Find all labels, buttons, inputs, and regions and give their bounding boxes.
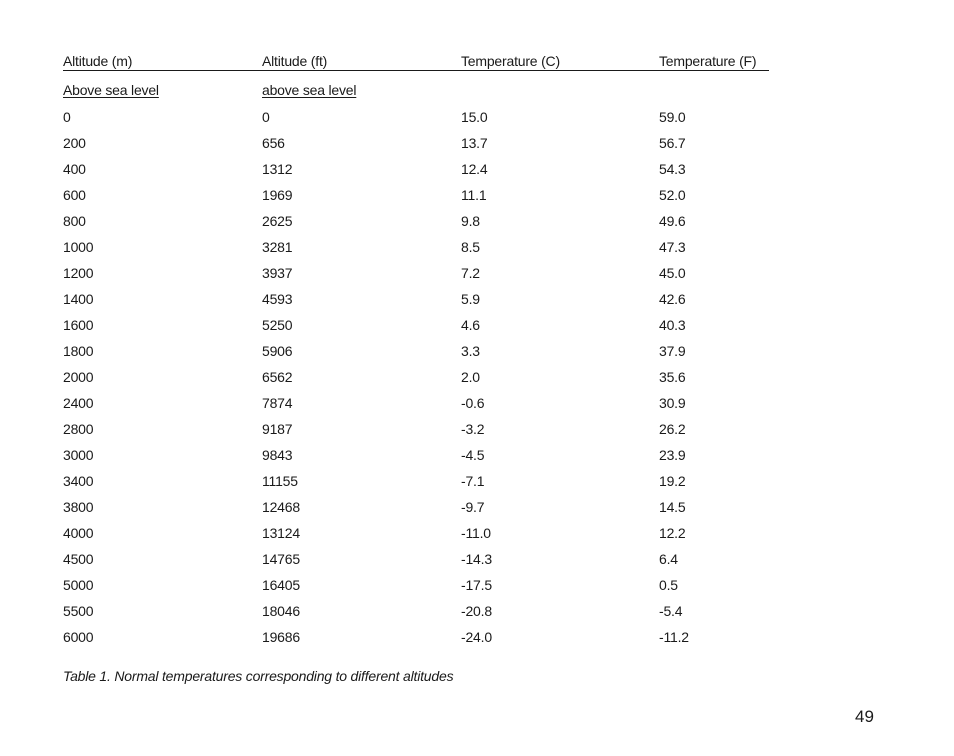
altitude-m-cell: 2800 — [63, 421, 94, 437]
altitude-m-cell: 5500 — [63, 603, 94, 619]
altitude-ft-cell: 9843 — [262, 447, 293, 463]
table-row — [0, 420, 954, 446]
altitude-ft-cell: 5250 — [262, 317, 293, 333]
altitude-m-cell: 3800 — [63, 499, 94, 515]
temperature-f-cell: -5.4 — [659, 603, 683, 619]
temperature-f-cell: 59.0 — [659, 109, 686, 125]
header-temperature-f: Temperature (F) — [659, 53, 757, 69]
temperature-f-cell: 14.5 — [659, 499, 686, 515]
temperature-f-cell: 56.7 — [659, 135, 686, 151]
altitude-ft-cell: 656 — [262, 135, 285, 151]
subheader-above-sea-level-ft: above sea level — [262, 82, 357, 98]
table-row — [0, 160, 954, 186]
temperature-f-cell: 37.9 — [659, 343, 686, 359]
temperature-c-cell: 12.4 — [461, 161, 488, 177]
table-row — [0, 290, 954, 316]
page-number: 49 — [855, 707, 874, 726]
header-temperature-c: Temperature (C) — [461, 53, 560, 69]
temperature-c-cell: -0.6 — [461, 395, 485, 411]
temperature-f-cell: 45.0 — [659, 265, 686, 281]
altitude-m-cell: 5000 — [63, 577, 94, 593]
temperature-f-cell: 6.4 — [659, 551, 678, 567]
altitude-ft-cell: 13124 — [262, 525, 300, 541]
altitude-m-cell: 0 — [63, 109, 71, 125]
altitude-ft-cell: 14765 — [262, 551, 300, 567]
table-row — [0, 576, 954, 602]
altitude-m-cell: 2400 — [63, 395, 94, 411]
altitude-m-cell: 1800 — [63, 343, 94, 359]
temperature-c-cell: 13.7 — [461, 135, 488, 151]
header-altitude-m: Altitude (m) — [63, 53, 133, 69]
altitude-m-cell: 1400 — [63, 291, 94, 307]
altitude-ft-cell: 6562 — [262, 369, 293, 385]
table-row — [0, 134, 954, 160]
temperature-f-cell: 19.2 — [659, 473, 686, 489]
temperature-f-cell: 35.6 — [659, 369, 686, 385]
temperature-f-cell: 42.6 — [659, 291, 686, 307]
temperature-c-cell: 3.3 — [461, 343, 480, 359]
altitude-ft-cell: 2625 — [262, 213, 293, 229]
table-row — [0, 602, 954, 628]
altitude-ft-cell: 5906 — [262, 343, 293, 359]
table-row — [0, 498, 954, 524]
altitude-ft-cell: 7874 — [262, 395, 293, 411]
temperature-f-cell: 23.9 — [659, 447, 686, 463]
altitude-ft-cell: 0 — [262, 109, 270, 125]
temperature-c-cell: 9.8 — [461, 213, 480, 229]
temperature-f-cell: 30.9 — [659, 395, 686, 411]
temperature-c-cell: 11.1 — [461, 187, 487, 203]
altitude-m-cell: 4000 — [63, 525, 94, 541]
altitude-m-cell: 1600 — [63, 317, 94, 333]
table-caption: Table 1. Normal temperatures corresponding to different altitudes — [63, 668, 454, 684]
temperature-c-cell: 15.0 — [461, 109, 488, 125]
temperature-c-cell: 7.2 — [461, 265, 480, 281]
altitude-m-cell: 400 — [63, 161, 86, 177]
altitude-m-cell: 600 — [63, 187, 86, 203]
temperature-c-cell: -7.1 — [461, 473, 485, 489]
table-row — [0, 108, 954, 134]
altitude-m-cell: 200 — [63, 135, 86, 151]
table-row — [0, 238, 954, 264]
temperature-c-cell: -9.7 — [461, 499, 485, 515]
altitude-m-cell: 3000 — [63, 447, 94, 463]
temperature-f-cell: 52.0 — [659, 187, 686, 203]
temperature-c-cell: -3.2 — [461, 421, 485, 437]
table-row — [0, 264, 954, 290]
temperature-c-cell: -14.3 — [461, 551, 492, 567]
altitude-m-cell: 4500 — [63, 551, 94, 567]
altitude-m-cell: 6000 — [63, 629, 94, 645]
altitude-ft-cell: 1312 — [262, 161, 293, 177]
temperature-f-cell: 12.2 — [659, 525, 686, 541]
altitude-ft-cell: 11155 — [262, 473, 298, 489]
temperature-f-cell: 54.3 — [659, 161, 686, 177]
altitude-ft-cell: 18046 — [262, 603, 300, 619]
temperature-c-cell: -20.8 — [461, 603, 492, 619]
altitude-m-cell: 2000 — [63, 369, 94, 385]
altitude-m-cell: 1200 — [63, 265, 94, 281]
table-row — [0, 524, 954, 550]
altitude-ft-cell: 1969 — [262, 187, 293, 203]
altitude-ft-cell: 16405 — [262, 577, 300, 593]
altitude-ft-cell: 3937 — [262, 265, 293, 281]
altitude-ft-cell: 4593 — [262, 291, 293, 307]
altitude-m-cell: 3400 — [63, 473, 94, 489]
temperature-c-cell: -24.0 — [461, 629, 492, 645]
temperature-c-cell: -11.0 — [461, 525, 491, 541]
table-row — [0, 628, 954, 654]
temperature-f-cell: 49.6 — [659, 213, 686, 229]
altitude-m-cell: 800 — [63, 213, 86, 229]
table-row — [0, 316, 954, 342]
table-row — [0, 212, 954, 238]
temperature-c-cell: -17.5 — [461, 577, 492, 593]
table-row — [0, 186, 954, 212]
table-row — [0, 342, 954, 368]
temperature-c-cell: 4.6 — [461, 317, 480, 333]
table-row — [0, 446, 954, 472]
table-row — [0, 368, 954, 394]
altitude-m-cell: 1000 — [63, 239, 94, 255]
table-row — [0, 394, 954, 420]
header-altitude-ft: Altitude (ft) — [262, 53, 328, 69]
altitude-ft-cell: 3281 — [262, 239, 293, 255]
table-body — [0, 108, 954, 654]
table-row — [0, 472, 954, 498]
temperature-f-cell: 0.5 — [659, 577, 678, 593]
temperature-c-cell: 2.0 — [461, 369, 480, 385]
temperature-f-cell: 26.2 — [659, 421, 686, 437]
subheader-above-sea-level-m: Above sea level — [63, 82, 159, 98]
temperature-f-cell: 40.3 — [659, 317, 686, 333]
altitude-ft-cell: 9187 — [262, 421, 293, 437]
temperature-c-cell: 5.9 — [461, 291, 480, 307]
temperature-f-cell: -11.2 — [659, 629, 689, 645]
temperature-c-cell: -4.5 — [461, 447, 485, 463]
altitude-ft-cell: 19686 — [262, 629, 300, 645]
temperature-f-cell: 47.3 — [659, 239, 686, 255]
table-row — [0, 550, 954, 576]
temperature-c-cell: 8.5 — [461, 239, 480, 255]
altitude-ft-cell: 12468 — [262, 499, 300, 515]
